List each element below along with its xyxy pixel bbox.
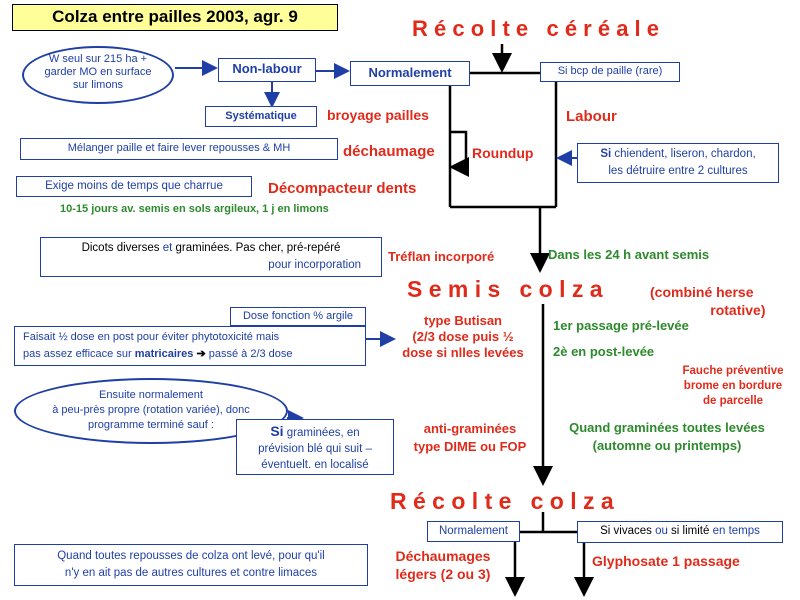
quand-toutes-box [14,544,368,586]
dicots-a: Dicots diverses [81,242,163,254]
decompacteur-label: Décompacteur dents [268,180,417,197]
si-bcp-paille-box: Si bcp de paille (rare) [540,62,680,82]
dechaumage-label: déchaumage [343,143,435,160]
dans-24h-label: Dans les 24 h avant semis [548,247,710,262]
si-vivaces-b: ou [655,525,668,537]
labour-label: Labour [566,108,617,125]
si-graminees-box [236,419,394,475]
premier-passage-label: 1er passage pré-levée [553,318,689,333]
ensuite-line2: à peu-près propre (rotation variée), donc [52,404,250,416]
glyphosate-label: Glyphosate 1 passage [592,553,740,569]
si-graminees-si: Si [270,423,284,439]
butisan-line1: type Butisan [423,313,502,328]
fauche-label [668,364,798,409]
dicots-box [40,237,382,277]
combine-label [650,283,766,319]
fauche-line3: de parcelle [702,395,764,407]
si-graminees-line2: prévision blé qui suit – [258,443,372,455]
normalement-top-box: Normalement [350,61,470,86]
treflan-label: Tréflan incorporé [388,249,495,264]
si-vivaces-d: en temps [712,525,760,537]
melanger-box: Mélanger paille et faire lever repousses & MH [20,138,338,160]
si-graminees-rest: graminées, en [283,427,360,439]
quand-toutes-line2: n'y en ait pas de autres cultures et contre limaces [64,567,318,579]
faisait-arrow: ➔ [193,348,209,360]
broyage-pailles-label: broyage pailles [327,107,429,123]
deuxieme-post-label: 2è en post-levée [553,344,655,359]
butisan-line2: (2/3 dose puis ½ [412,329,514,344]
si-vivaces-box [577,521,783,543]
quand-graminees-line1: Quand graminées toutes levées [569,420,765,435]
dechaumages-line1: Déchaumages [395,548,491,564]
quand-graminees-label [544,419,790,455]
faisait-box [14,326,366,366]
faisait-line2b: matricaires [134,348,194,360]
quand-graminees-line2: (automne ou printemps) [592,438,742,453]
w-seul-line1: W seul sur 215 ha + [48,53,148,65]
ensuite-line3: programme terminé sauf : [88,419,214,431]
dechaumages-legers-label [378,547,508,583]
si-chiendent-rest: chiendent, liseron, chardon, [611,148,756,160]
si-chiendent-box [577,143,779,183]
recolte-cereale-heading: R é c o l t e c é r é a l e [412,16,660,41]
combine-line1: (combiné herse [650,284,754,300]
anti-graminees-label [398,420,542,456]
anti-graminees-line2: type DIME ou FOP [413,439,527,454]
dicots-c: graminées. Pas cher, pré-repéré [172,242,341,254]
fauche-line2: brome en bordure [683,380,783,392]
page-title: Colza entre pailles 2003, agr. 9 [12,4,338,31]
fauche-line1: Fauche préventive [682,365,784,377]
faisait-line2d: passé à 2/3 dose [208,348,293,360]
w-seul-ellipse [22,46,174,104]
faisait-line2a: pas assez efficace sur [23,348,135,360]
type-butisan-label [388,313,538,361]
semis-colza-heading: S e m i s c o l z a [407,276,603,302]
non-labour-box: Non-labour [218,58,316,82]
quand-toutes-line1: Quand toutes repousses de colza ont levé, pour qu'il [57,550,325,562]
dechaumages-line2: légers (2 ou 3) [395,566,491,582]
normalement-bottom-box: Normalement [427,521,520,542]
roundup-label: Roundup [472,145,534,161]
dicots-b: et [162,242,173,254]
w-seul-line2: garder MO en surface [44,66,152,78]
exige-box: Exige moins de temps que charrue [16,176,252,197]
jours-semis-label: 10-15 jours av. semis en sols argileux, 1 j en limons [60,203,329,215]
si-chiendent-si: Si [600,148,612,160]
ensuite-line1: Ensuite normalement [99,389,203,401]
anti-graminees-line1: anti-graminées [423,421,517,436]
butisan-line3: dose si nlles levées [402,345,524,360]
si-graminees-line3: éventuelt. en localisé [261,459,369,471]
faisait-line1: Faisait ½ dose en post pour éviter phytotoxicité mais [23,331,280,343]
si-vivaces-a: Si vivaces [600,525,656,537]
si-chiendent-line2: les détruire entre 2 cultures [608,165,748,177]
dicots-line2: pour incorporation [268,259,361,271]
combine-line2: rotative) [710,302,766,318]
w-seul-line3: sur limons [72,79,124,91]
dose-fonction-box: Dose fonction % argile [230,307,366,326]
recolte-colza-heading: R é c o l t e c o l z a [390,488,614,514]
si-vivaces-c: si limité [667,525,713,537]
systematique-box: Systématique [205,106,317,127]
roundup-bracket [450,132,466,167]
